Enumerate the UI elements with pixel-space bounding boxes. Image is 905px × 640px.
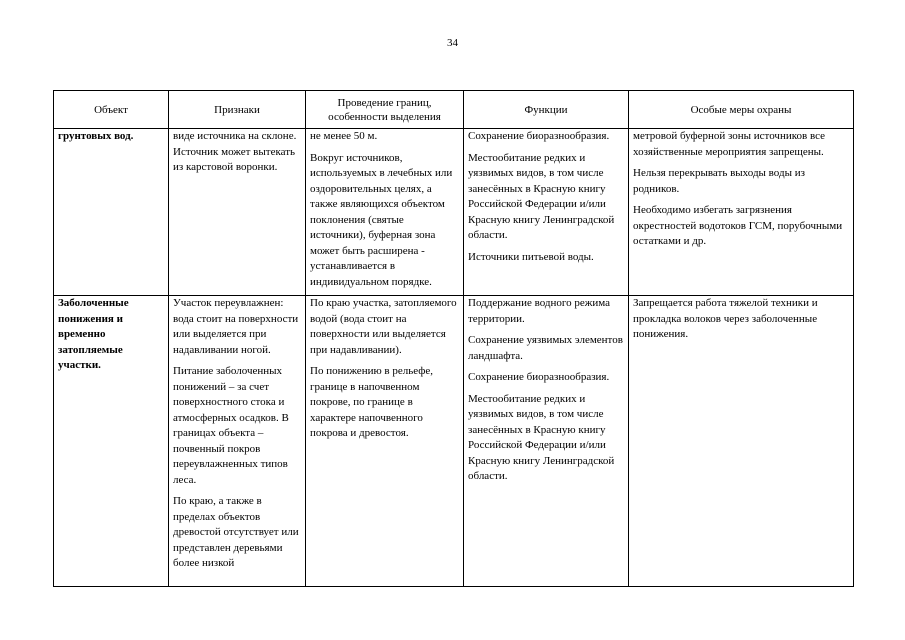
cell-paragraph: Местообитание редких и уязвимых видов, в том числе занесённых в Красную книгу Российской Федерации и/или Красную книгу Ленинградской области. — [468, 392, 615, 483]
cell-paragraph: Источники питьевой воды. — [468, 250, 594, 263]
cell-paragraph: не менее 50 м. — [310, 130, 378, 142]
table-header-row — [54, 91, 854, 129]
cell-paragraph: По понижению в рельефе, границе в напочвенном покрове, по границе в характере напочвенного покрова и древостоя. — [310, 365, 434, 440]
cell-paragraph: Необходимо избегать загрязнения окрестностей водотоков ГСМ, порубочными остатками и др. — [633, 204, 843, 247]
header-functions: Функции — [464, 91, 629, 129]
header-signs: Признаки — [169, 91, 306, 129]
object-cell: грунтовых вод. — [54, 129, 169, 296]
cell-paragraph: Поддержание водного режима территории. — [468, 297, 611, 325]
cell-paragraph: Нельзя перекрывать выходы воды из родников. — [633, 167, 805, 195]
boundaries-cell — [306, 129, 464, 296]
cell-paragraph: Сохранение уязвимых элементов ландшафта. — [468, 334, 623, 362]
cell-paragraph: метровой буферной зоны источников все хозяйственные мероприятия запрещены. — [633, 130, 825, 158]
cell-paragraph: Участок переувлажнен: вода стоит на поверхности или выделяется при надавливании ногой. — [173, 297, 299, 356]
page-number: 34 — [447, 37, 458, 49]
cell-paragraph: По краю, а также в пределах объектов древостой отсутствует или представлен деревьями более низкой — [173, 495, 299, 570]
header-measures: Особые меры охраны — [629, 91, 854, 129]
cell-paragraph: Вокруг источников, используемых в лечебных или оздоровительных целях, а также являющихся объектом поклонения (святые источники), буферная зона может быть расширена - устанавливается в индивидуальном порядке. — [310, 151, 453, 288]
signs-cell — [169, 129, 306, 296]
cell-paragraph: Сохранение биоразнообразия. — [468, 130, 610, 142]
functions-cell — [464, 129, 629, 296]
cell-paragraph: По краю участка, затопляемого водой (вода стоит на поверхности или выделяется при надавливании). — [310, 297, 457, 356]
functions-cell — [464, 296, 629, 587]
measures-cell — [629, 129, 854, 296]
cell-paragraph: Питание заболоченных понижений – за счет поверхностного стока и атмосферных осадков. В границах объекта – почвенный покров переувлажненных типов леса. — [173, 365, 289, 486]
protection-measures-table — [53, 90, 854, 587]
cell-paragraph: Запрещается работа тяжелой техники и прокладка волоков через заболоченные понижения. — [633, 297, 818, 341]
cell-paragraph: Местообитание редких и уязвимых видов, в том числе занесённых в Красную книгу Российской Федерации и/или Красную книгу Ленинградской области. — [468, 151, 615, 241]
cell-paragraph: виде источника на склоне. Источник может вытекать из карстовой воронки. — [173, 130, 297, 173]
table-row — [54, 129, 854, 296]
boundaries-cell — [306, 296, 464, 587]
header-object: Объект — [54, 91, 169, 129]
table-row — [54, 296, 854, 587]
measures-cell — [629, 296, 854, 587]
signs-cell — [169, 296, 306, 587]
header-boundaries: Проведение границ, особенности выделения — [306, 91, 464, 129]
object-cell: Заболоченные понижения и временно затопляемые участки. — [54, 296, 169, 587]
cell-paragraph: Сохранение биоразнообразия. — [468, 371, 610, 384]
